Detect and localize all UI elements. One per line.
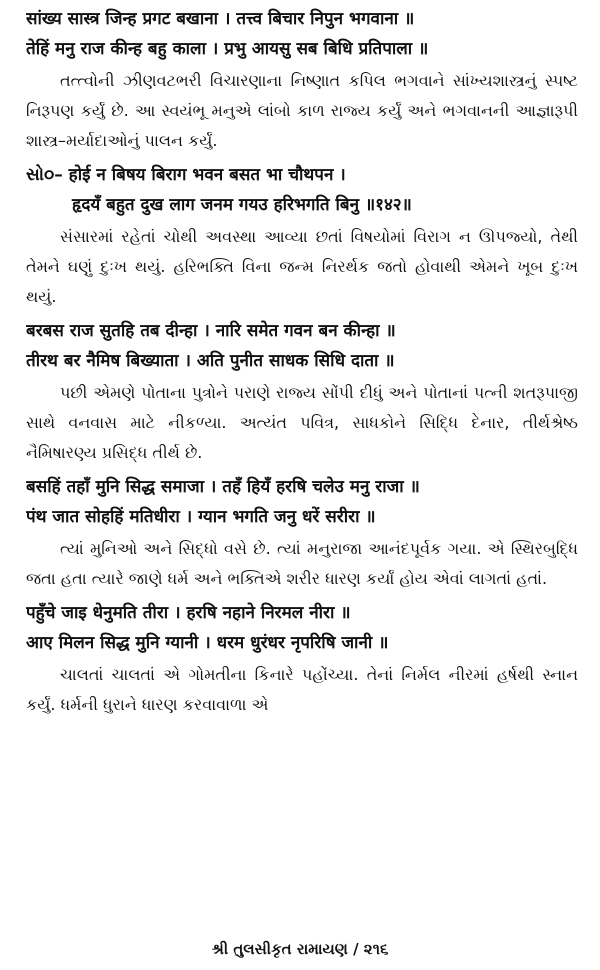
verse-line: हृदयँ बहुत दुख लाग जनम गयउ हरिभगति बिनु ॥१४२॥	[72, 195, 412, 215]
translation-paragraph: તત્ત્વોની ઝીણવટભરી વિચારણાના નિષ્ણાત કપિલ ભગવાને સાંખ્યશાસ્ત્રનું સ્પષ્ટ નિરૂપણ કર્યું છે. આ સ્વયંભૂ મનુએ લાંબો કાળ રાજ્ય કર્યું અને ભગવાનની આજ્ઞારૂપી શાસ્ત્ર–મર્યાદાઓનું પાલન કર્યું.	[26, 71, 578, 150]
translation-paragraph: ચાલતાં ચાલતાં એ ગોમતીના કિનારે પહોંચ્યા. તેનાં નિર્મલ નીરમાં હર્ષથી સ્નાન કર્યું. ધર્મની ધુરાને ધારણ કરવાવાળા એ	[26, 665, 578, 714]
verse-line: पहुँचे जाइ धेनुमति तीरा । हरषि नहाने निरमल नीरा ॥	[26, 603, 351, 623]
verse-line: तीरथ बर नैमिष बिख्याता । अति पुनीत साधक सिधि दाता ॥	[26, 351, 395, 371]
verse-line: बसहिं तहाँ मुनि सिद्ध समाजा । तहँ हियँ हरषि चलेउ मनु राजा ॥	[26, 477, 420, 497]
page-footer: શ્રી તુલસીકૃત રામાયણ / ૨૧૬	[211, 940, 389, 958]
verse-line: बरबस राज सुतहि तब दीन्हा । नारि समेत गवन बन कीन्हा ॥	[26, 321, 396, 341]
translation-paragraph: ત્યાં મુનિઓ અને સિદ્ધો વસે છે. ત્યાં મનુરાજા આનંદપૂર્વક ગયા. એ સ્થિરબુદ્ધિ જતા હતા ત્યારે જાણે ધર્મ અને ભક્તિએ શરીર ધારણ કર્યાં હોય એવાં લાગતાં હતાં.	[26, 539, 578, 588]
verse-block	[26, 472, 578, 532]
verse-block	[26, 598, 578, 658]
translation-paragraph: પછી એમણે પોતાના પુત્રોને પરાણે રાજ્ય સોંપી દીધું અને પોતાનાં પત્ની શતરૂપાજી સાથે વનવાસ માટે નીકળ્યા. અત્યંત પવિત્ર, સાધકોને સિદ્ધિ દેનાર, તીર્થશ્રેષ્ઠ નૈમિષારણ્ય પ્રસિદ્ધ તીર્થ છે.	[26, 383, 578, 462]
verse-line: आए मिलन सिद्ध मुनि ग्यानी । धरम धुरंधर नृपरिषि जानी ॥	[26, 633, 389, 653]
verse-line: पंथ जात सोहहिं मतिधीरा । ग्यान भगति जनु धरें सरीरा ॥	[26, 507, 376, 527]
verse-block	[26, 316, 578, 376]
verse-block	[26, 4, 578, 64]
verse-line: सांख्य सास्त्र जिन्ह प्रगट बखाना । तत्त्व बिचार निपुन भगवाना ॥	[26, 9, 415, 29]
translation-paragraph: સંસારમાં રહેતાં ચોથી અવસ્થા આવ્યા છતાં વિષયોમાં વિરાગ ન ઊપજ્યો, તેથી તેમને ઘણું દુઃખ થયું. હરિભક્તિ વિના જન્મ નિરર્થક જતો હોવાથી એમને ખૂબ દુઃખ થયું.	[26, 227, 578, 306]
soratha-block	[26, 160, 578, 220]
verse-line: तेहिं मनु राज कीन्ह बहु काला । प्रभु आयसु सब बिधि प्रतिपाला ॥	[26, 39, 429, 59]
verse-line: સો૦– होई न बिषय बिराग भवन बसत भा चौथपन ।	[26, 165, 346, 185]
